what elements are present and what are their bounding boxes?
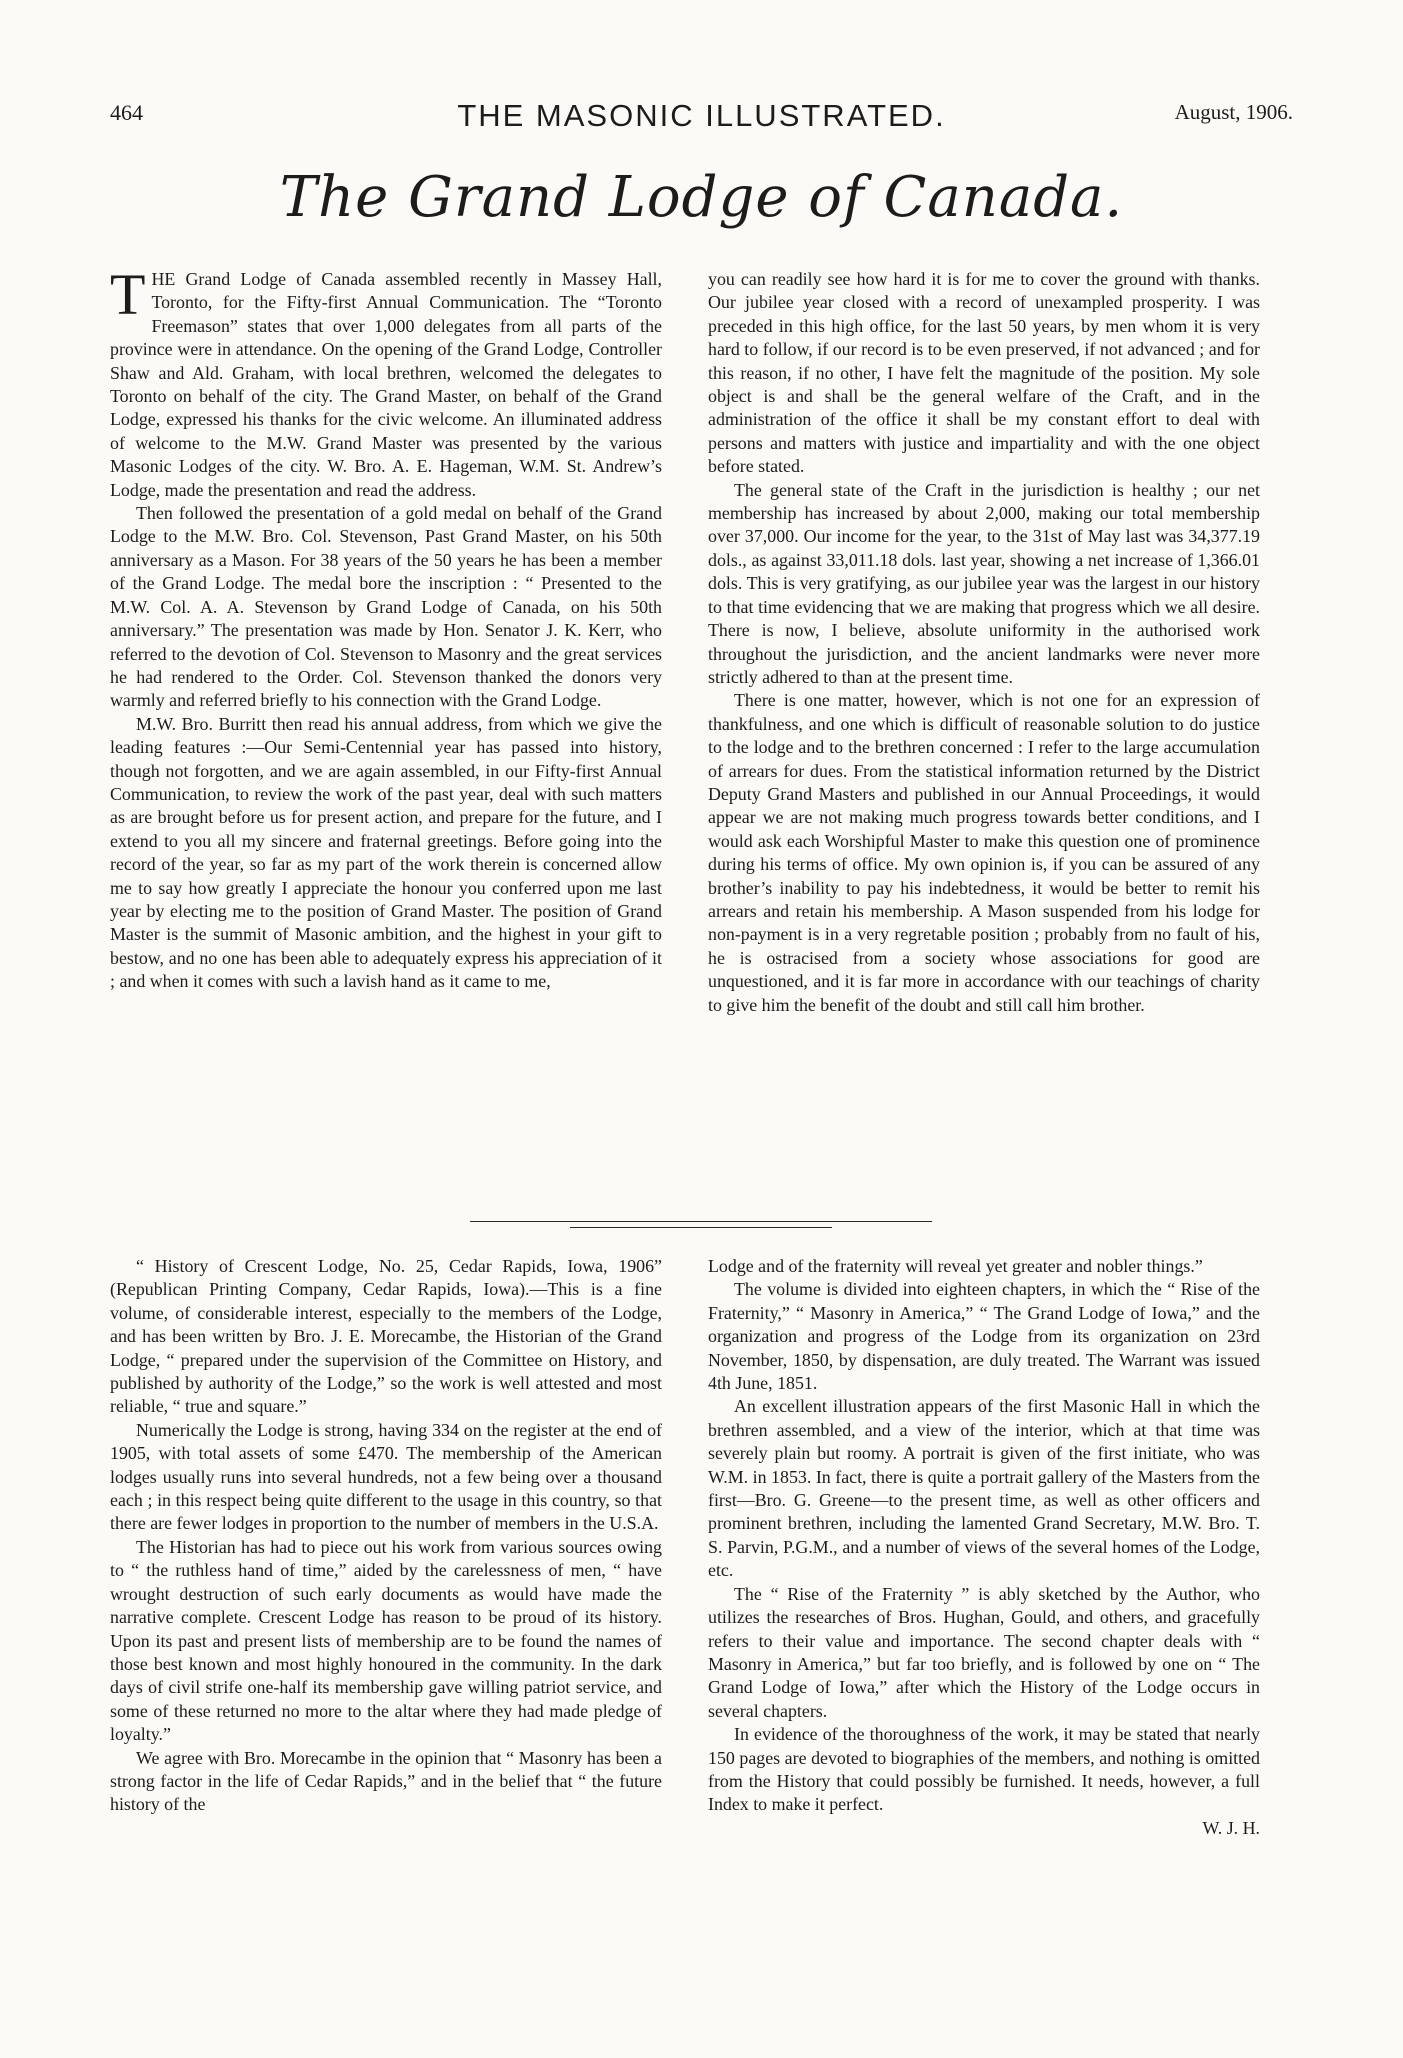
article-paragraph: Then followed the presentation of a gold medal on behalf of the Grand Lodge to the M.W. Bro. Col. Stevenson, Past Grand Master, on his 50th anniversary as a Mason. For 38 years of the 50 years he has been a member of the Grand Lodge. The medal bore the inscription : “ Presented to the M.W. Col. A. A. Stevenson by Grand Lodge of Canada, on his 50th anniversary.” The presentation was made by Hon. Senator J. K. Kerr, who referred to the devotion of Col. Stevenson to Masonry and the great services he had rendered to the Order. Col. Stevenson thanked the donors very warmly and referred briefly to his connection with the Grand Lodge. bbox=[110, 503, 662, 711]
article-paragraph: There is one matter, however, which is not one for an expression of thankfulness, and one which is difficult of reasonable solution to do justice to the lodge and to the brethren concerned : I refer to the large accumulation of arrears for dues. From the statistical information returned by the District Deputy Grand Masters and published in our Annual Proceedings, it would appear we are not making much progress towards better conditions, and I would ask each Worshipful Master to make this question one of prominence during his terms of office. My own opinion is, if you can be assured of any brother’s inability to pay his indebtedness, it would be better to remit his arrears and retain his membership. A Mason suspended from his lodge for non-payment is in a very regretable position ; probably from no fault of his, he is ostracised from a society whose associations for good are unquestioned, and it is far more in accordance with our teachings of charity to give him the benefit of the doubt and still call him brother. bbox=[708, 690, 1260, 1015]
drop-cap: T bbox=[110, 268, 146, 327]
article-paragraph: THE Grand Lodge of Canada assembled recently in Massey Hall, Toronto, for the Fifty-first Annual Communication. The “Toronto Freemason” states that over 1,000 delegates from all parts of the province were in attendance. On the opening of the Grand Lodge, Controller Shaw and Ald. Graham, with local brethren, welcomed the delegates to Toronto on behalf of the city. The Grand Master, on behalf of the Grand Lodge, expressed his thanks for the civic welcome. An illuminated address of welcome to the M.W. Grand Master was presented by the various Masonic Lodges of the city. W. Bro. A. E. Hageman, W.M. St. Andrew’s Lodge, made the presentation and read the address. bbox=[110, 268, 662, 500]
article-column-left bbox=[110, 268, 662, 1228]
article-paragraph: The general state of the Craft in the jurisdiction is healthy ; our net membership has increased by about 2,000, making our total membership over 37,000. Our income for the year, to the 31st of May last was 34,377.19 dols., as against 33,011.18 dols. last year, showing a net increase of 1,366.01 dols. This is very gratifying, as our jubilee year was the largest in our history to that time evidencing that we are making that progress which we all desire. There is now, I believe, absolute uniformity in the authorised work throughout the jurisdiction, and the ancient landmarks were never more strictly adhered to than at the present time. bbox=[708, 479, 1260, 687]
journal-title: THE MASONIC ILLUSTRATED. bbox=[457, 98, 946, 133]
review-paragraph: The Historian has had to piece out his work from various sources owing to “ the ruthless hand of time,” aided by the carelessness of men, “ have wrought destruction of such early documents as would have made the narrative complete. Crescent Lodge has reason to be proud of its history. Upon its past and present lists of membership are to be found the names of those best known and most highly honoured in the community. In the dark days of civil strife one-half its membership gave willing patriot service, and some of these returned no more to the altar where they had made pledge of loyalty.” bbox=[110, 1536, 662, 1745]
review-paragraph: The “ Rise of the Fraternity ” is ably sketched by the Author, who utilizes the researches of Bros. Hughan, Gould, and others, and gracefully refers to their value and importance. The second chapter deals with “ Masonry in America,” but far too briefly, and is followed by one on “ The Grand Lodge of Iowa,” after which the History of the Lodge occurs in several chapters. bbox=[708, 1583, 1260, 1721]
review-column-left bbox=[110, 1255, 662, 1895]
review-paragraph: “ History of Crescent Lodge, No. 25, Cedar Rapids, Iowa, 1906” (Republican Printing Company, Cedar Rapids, Iowa).—This is a fine volume, of considerable interest, especially to the members of the Lodge, and has been written by Bro. J. E. Morecambe, the Historian of the Grand Lodge, “ prepared under the supervision of the Committee on History, and published by authority of the Lodge,” so the work is well attested and most reliable, “ true and square.” bbox=[110, 1256, 662, 1417]
review-paragraph: In evidence of the thoroughness of the work, it may be stated that nearly 150 pages are devoted to biographies of the members, and nothing is omitted from the History that could possibly be furnished. It needs, however, a full Index to make it perfect. bbox=[708, 1724, 1260, 1815]
review-paragraph: Numerically the Lodge is strong, having 334 on the register at the end of 1905, with total assets of some £470. The membership of the American lodges usually runs into several hundreds, not a few being over a thousand each ; in this respect being quite different to the usage in this country, so that there are fewer lodges in proportion to the number of members in the U.S.A. bbox=[110, 1419, 662, 1534]
review-signature: W. J. H. bbox=[1202, 1817, 1260, 1838]
article-column-right bbox=[708, 268, 1260, 1228]
review-paragraph: An excellent illustration appears of the first Masonic Hall in which the brethren assembled, and a view of the interior, which at that time was severely plain but roomy. A portrait is given of the first initiate, who was W.M. in 1853. In fact, there is quite a portrait gallery of the Masters from the first—Bro. G. Greene—to the present time, as well as other officers and prominent brethren, including the lamented Grand Secretary, M.W. Bro. T. S. Parvin, P.G.M., and a number of views of the several homes of the Lodge, etc. bbox=[708, 1396, 1260, 1581]
review-paragraph: Lodge and of the fraternity will reveal yet greater and nobler things.” bbox=[708, 1256, 1203, 1276]
issue-date: August, 1906. bbox=[1174, 100, 1293, 124]
review-paragraph: We agree with Bro. Morecambe in the opinion that “ Masonry has been a strong factor in the life of Cedar Rapids,” and in the belief that “ the future history of the bbox=[110, 1747, 662, 1815]
article-paragraph: M.W. Bro. Burritt then read his annual address, from which we give the leading features :—Our Semi-Centennial year has passed into history, though not forgotten, and we are again assembled, in our Fifty-first Annual Communication, to review the work of the past year, deal with such matters as are brought before us for present action, and prepare for the future, and I extend to you all my sincere and fraternal greetings. Before going into the record of the year, so far as my part of the work therein is concerned allow me to say how greatly I appreciate the honour you conferred upon me last year by electing me to the position of Grand Master. The position of Grand Master is the summit of Masonic ambition, and the highest in your gift to bestow, and no one has been able to adequately express his appreciation of it ; and when it comes with such a lavish hand as it came to me, bbox=[110, 713, 662, 992]
running-header bbox=[110, 98, 1293, 132]
section-divider bbox=[570, 1227, 832, 1228]
review-paragraph: The volume is divided into eighteen chapters, in which the “ Rise of the Fraternity,” “ Masonry in America,” “ The Grand Lodge of Iowa,” and the organization and progress of the Lodge from its organization on 23rd November, 1850, by dispensation, are duly treated. The Warrant was issued 4th June, 1851. bbox=[708, 1279, 1260, 1394]
review-column-right bbox=[708, 1255, 1260, 1895]
section-divider bbox=[470, 1221, 932, 1222]
page-number: 464 bbox=[110, 100, 143, 125]
article-paragraph: you can readily see how hard it is for me to cover the ground with thanks. Our jubilee year closed with a record of unexampled prosperity. I was preceded in this high office, for the last 50 years, by men whom it is very hard to follow, if our record is to be even preserved, if not advanced ; and for this reason, if no other, I have felt the magnitude of the position. My sole object is and shall be the general welfare of the Craft, and in the administration of the office it shall be my constant effort to deal with persons and matters with justice and impartiality and with the one object before stated. bbox=[708, 269, 1260, 477]
article-title: The Grand Lodge of Canada. bbox=[279, 165, 1124, 230]
